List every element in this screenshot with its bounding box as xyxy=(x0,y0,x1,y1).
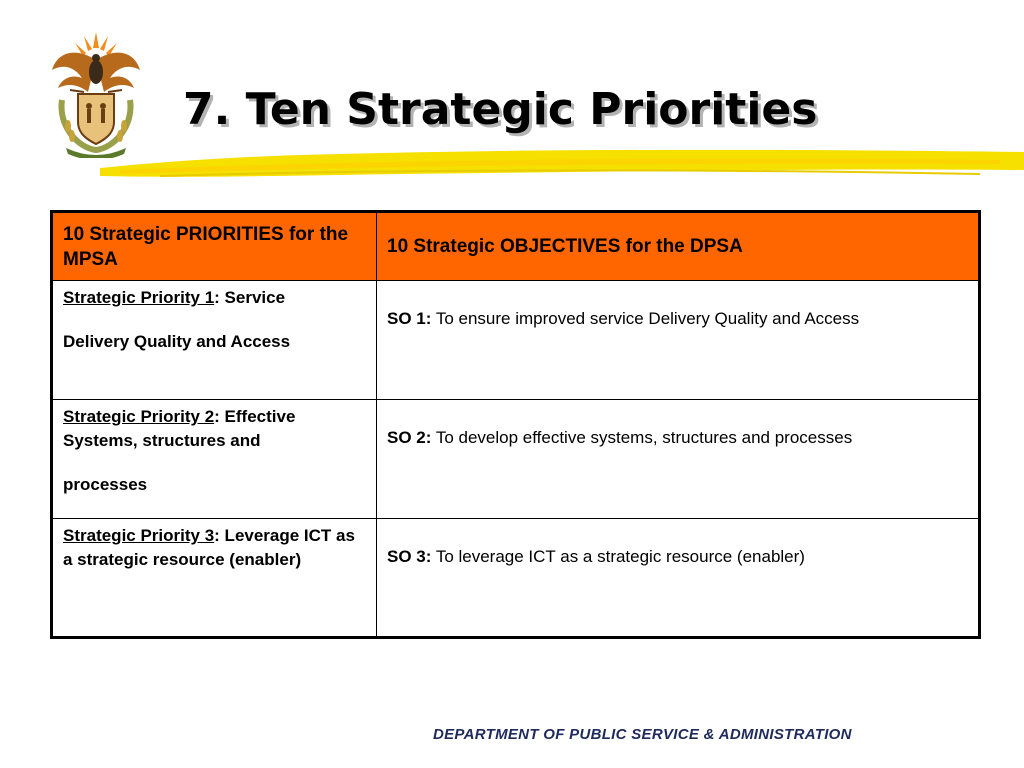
slide-title: 7. Ten Strategic Priorities xyxy=(183,84,818,135)
priority-label: Strategic Priority 2 xyxy=(63,407,215,426)
table-row xyxy=(52,519,980,638)
priority-text: : Leverage ICT as a strategic resource (enabler) xyxy=(63,526,355,569)
priority-text: : Service xyxy=(214,288,286,307)
priority-text: : Effective Systems, structures and xyxy=(63,407,296,450)
table-header-row xyxy=(52,212,980,281)
table-row xyxy=(52,281,980,400)
objective-cell xyxy=(377,519,980,638)
objective-code: SO 1: xyxy=(387,309,432,328)
priority-cell xyxy=(52,400,377,519)
objective-code: SO 3: xyxy=(387,547,432,566)
brush-stroke-decoration xyxy=(100,140,1024,190)
table-row xyxy=(52,400,980,519)
objective-text: To develop effective systems, structures and processes xyxy=(431,428,853,447)
objective-code: SO 2: xyxy=(387,428,432,447)
header-objectives: 10 Strategic OBJECTIVES for the DPSA xyxy=(377,212,980,281)
priority-cell xyxy=(52,519,377,638)
priority-cell xyxy=(52,281,377,400)
priority-text-cont: Delivery Quality and Access xyxy=(63,332,291,351)
header-priorities: 10 Strategic PRIORITIES for the MPSA xyxy=(52,212,377,281)
priority-label: Strategic Priority 3 xyxy=(63,526,215,545)
priority-text-cont: processes xyxy=(63,475,148,494)
objective-cell xyxy=(377,281,980,400)
footer-department: DEPARTMENT OF PUBLIC SERVICE & ADMINISTRATION xyxy=(433,726,852,743)
objective-text: To ensure improved service Delivery Quality and Access xyxy=(431,309,860,328)
objective-cell xyxy=(377,400,980,519)
priority-label: Strategic Priority 1 xyxy=(63,288,215,307)
objective-text: To leverage ICT as a strategic resource (enabler) xyxy=(431,547,805,566)
priorities-table xyxy=(50,210,981,639)
coat-of-arms-icon xyxy=(48,30,144,158)
